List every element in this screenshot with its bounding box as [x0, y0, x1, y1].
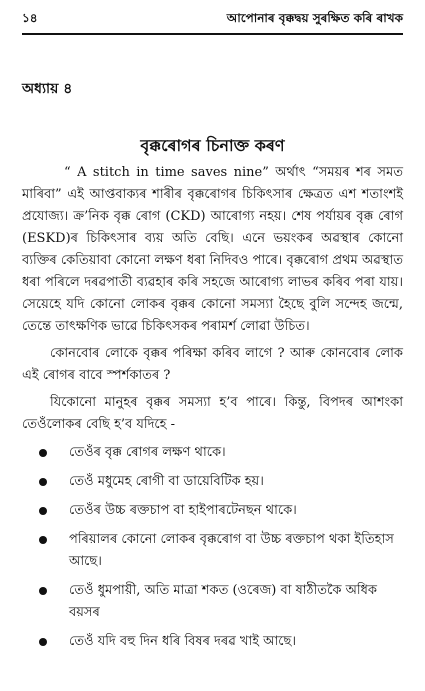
list-item [22, 580, 403, 624]
bullet-icon [39, 638, 47, 646]
bullet-icon [39, 449, 47, 457]
list-item [22, 500, 403, 522]
list-item [22, 631, 403, 653]
list-item-text: তেওঁ মধুমেহ ৰোগী বা ডায়েবিটিক হয়। [69, 474, 264, 489]
list-item [22, 471, 403, 493]
list-item-text: তেওঁ ধুমপায়ী, অতি মাত্ৰা শকত (ওৰেজ) বা ষাঠীতকৈ অধিক বয়সৰ [69, 583, 378, 620]
page-header [22, 12, 403, 30]
paragraph: যিকোনো মানুহৰ বৃক্কৰ সমস্যা হ’ব পাৰে। কিন্তু, বিপদৰ আশংকা তেওঁলোকৰ বেছি হ’ব যদিহে - [22, 395, 403, 432]
chapter-label: অধ্যায় ৪ [22, 81, 73, 97]
list-item [22, 442, 403, 464]
bullet-icon [39, 587, 47, 595]
paragraph: “ A stitch in time saves nine” অৰ্থাৎ “সময়ৰ শৰ সমত মাৰিবা” এই আপ্তবাক্যৰ শাৰীৰ বৃক্কৰোগৰ চিকিৎসাৰ ক্ষেত্ৰত এশ শতাংশই প্ৰযোজ্য। ক্ৰ’নিক বৃক্ক ৰোগ (CKD) আৰোগ্য নহয়। শেষ পৰ্যায়ৰ বৃক্ক ৰোগ (ESKD)ৰ চিকিৎসাৰ ব্যয় অতি বেছি। এনে ভয়ংকৰ অৱস্থাৰ কোনো ব্যক্তিৰ কেতিয়াবা কোনো লক্ষণ ধৰা নিদিবও পাৰে। বৃক্কৰোগ প্ৰথম অৱস্থাত ধৰা পৰিলে দৰৱপাতী ব্যৱহাৰ কৰি সহজে আৰোগ্য লাভৰ কৰিব পৰা যায়। সেয়েহে যদি কোনো লোকৰ বৃক্কৰ কোনো সমস্যা হৈছে বুলি সন্দেহ জন্মে, তেন্তে তাৎক্ষণিক ভাৱে চিকিৎসকৰ পৰামৰ্শ লোৱা উচিত। [22, 165, 403, 334]
list-item-text: তেওঁৰ উচ্চ ৰক্তচাপ বা হাইপাৰটেনছন থাকে। [69, 503, 297, 518]
header-rule [22, 33, 403, 35]
list-item-text: তেওঁৰ বৃক্ক ৰোগৰ লক্ষণ থাকে। [69, 445, 226, 460]
section-title: বৃক্কৰোগৰ চিনাক্ত কৰণ [140, 136, 285, 155]
bullet-icon [39, 478, 47, 486]
paragraph: কোনবোৰ লোকে বৃক্কৰ পৰিক্ষা কৰিব লাগে ? আৰু কোনবোৰ লোক এই ৰোগৰ বাবে স্পৰ্শকাতৰ ? [22, 346, 403, 383]
running-title: আপোনাৰ বৃক্কদ্বয় সুৰক্ষিত কৰি ৰাখক [226, 11, 403, 25]
risk-factor-list [22, 442, 403, 653]
list-item-text: পৰিয়ালৰ কোনো লোকৰ বৃক্কৰোগ বা উচ্চ ৰক্তচাপ থকা ইতিহাস আছে। [69, 532, 394, 569]
list-item-text: তেওঁ যদি বহু দিন ধৰি বিষৰ দৰৱ খাই আছে। [69, 634, 297, 649]
list-item [22, 529, 403, 573]
page-number: ১৪ [22, 11, 38, 25]
bullet-icon [39, 536, 47, 544]
bullet-icon [39, 507, 47, 515]
body-text [22, 162, 403, 660]
